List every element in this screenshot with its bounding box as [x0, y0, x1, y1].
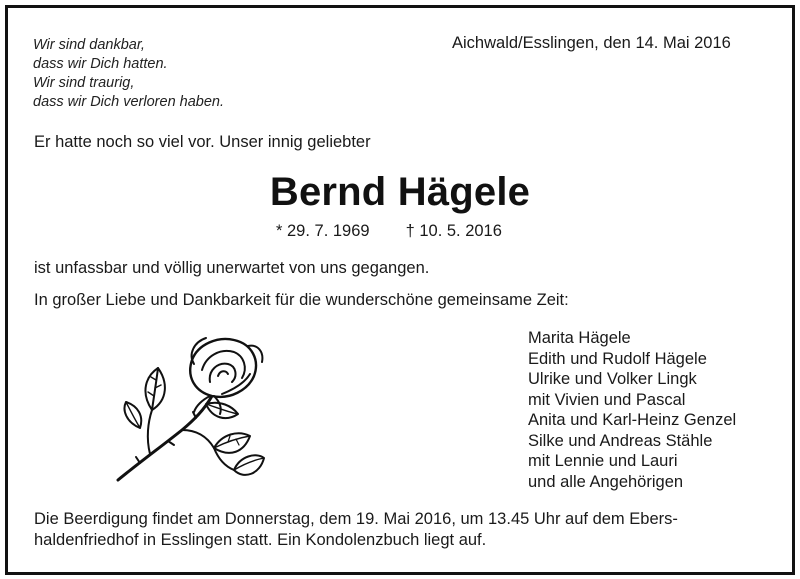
poem-line-2: dass wir Dich hatten. [33, 56, 168, 72]
mourner-2: Edith und Rudolf Hägele [528, 349, 707, 368]
death-date: † 10. 5. 2016 [405, 222, 502, 240]
poem-line-4: dass wir Dich verloren haben. [33, 94, 225, 110]
mourner-5: Anita und Karl-Heinz Genzel [528, 411, 737, 429]
mourner-6: Silke und Andreas Stähle [528, 431, 713, 450]
gratitude-line: In großer Liebe und Dankbarkeit für die wunderschöne gemeinsame Zeit: [34, 291, 569, 309]
mourner-4: mit Vivien und Pascal [528, 390, 686, 409]
passing-statement: ist unfassbar und völlig unerwartet von uns gegangen. [34, 259, 430, 277]
place-and-date: Aichwald/Esslingen, den 14. Mai 2016 [452, 34, 731, 52]
poem-line-1: Wir sind dankbar, [33, 37, 145, 53]
deceased-name: Bernd Hägele [269, 170, 531, 214]
funeral-line-2: haldenfriedhof in Esslingen statt. Ein Kondolenzbuch liegt auf. [34, 531, 487, 549]
funeral-notice [34, 509, 678, 551]
mourner-3: Ulrike und Volker Lingk [528, 370, 697, 388]
mourner-8: und alle Angehörigen [528, 472, 684, 491]
mourners-list [528, 328, 736, 492]
life-dates [276, 222, 502, 241]
poem-line-3: Wir sind traurig, [33, 75, 135, 91]
rose-icon [110, 330, 275, 490]
intro-text: Er hatte noch so viel vor. Unser innig geliebter [34, 133, 371, 151]
mourner-1: Marita Hägele [528, 329, 631, 347]
funeral-line-1: Die Beerdigung findet am Donnerstag, dem 19. Mai 2016, um 13.45 Uhr auf dem Ebers- [34, 510, 678, 528]
birth-date: * 29. 7. 1969 [276, 222, 370, 240]
memorial-poem [33, 36, 224, 112]
mourner-7: mit Lennie und Lauri [528, 452, 678, 470]
